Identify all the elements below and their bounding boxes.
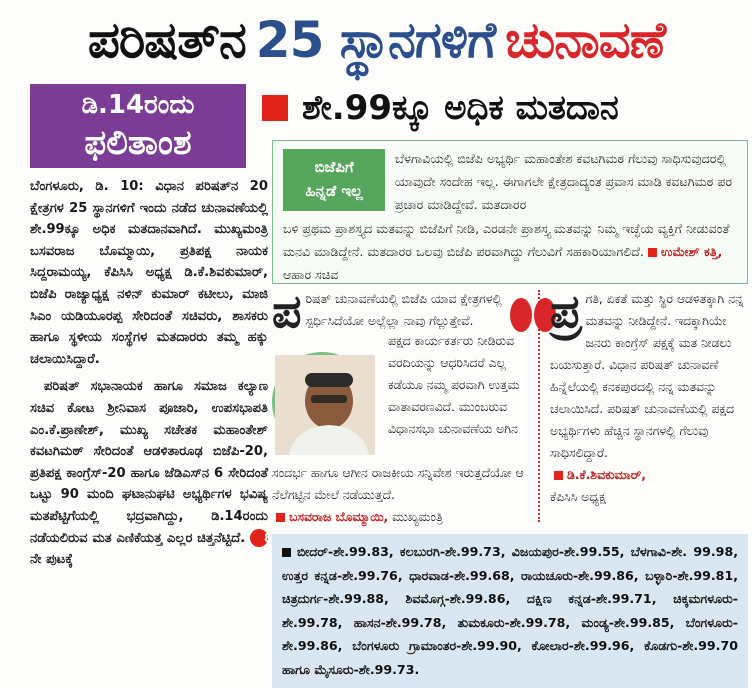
subheadline-text: ಶೇ.99ಕ್ಕೂ ಅಧಿಕ ಮತದಾನ [302,88,619,128]
bommai-quote-top [272,284,530,338]
subheadline [262,82,748,134]
black-square-bullet-icon [282,548,291,557]
signature-marker-icon [554,471,563,480]
main-headline [6,2,747,78]
quote-signature-name: ಉಮೇಶ್ ಕತ್ತಿ, [660,244,723,259]
article-paragraph-1: ಬೆಂಗಳೂರು, ಡಿ. 10: ವಿಧಾನ ಪರಿಷತ್‌ನ 20 ಕ್ಷೇತ್ರಗಳ 25 ಸ್ಥಾನಗಳಿಗೆ ಇಂದು ನಡೆದ ಚುನಾವಣೆಯಲ್ಲಿ ಶೇ.99ಕ್ಕೂ ಅಧಿಕ ಮತದಾನವಾಗಿದೆ. ಮುಖ್ಯಮಂತ್ರಿ ಬಸವರಾಜ ಬೊಮ್ಮಾಯಿ, ಪ್ರತಿಪಕ್ಷ ನಾಯಕ ಸಿದ್ದರಾಮಯ್ಯ, ಕೆಪಿಸಿಸಿ ಅಧ್ಯಕ್ಷ ಡಿ.ಕೆ.ಶಿವಕುಮಾರ್, ಬಿಜೆಪಿ ರಾಜ್ಯಾಧ್ಯಕ್ಷ ನಳಿನ್ ಕುಮಾರ್ ಕಟೀಲು, ಮಾಜಿ ಸಿಎಂ ಯಡಿಯೂರಪ್ಪ ಸೇರಿದಂತೆ ಸಚಿವರು, ಶಾಸಕರು ಹಾಗೂ ಸ್ಥಳೀಯ ಸಂಸ್ಥೆಗಳ ಮತದಾರರು ತಮ್ಮ ಹಕ್ಕು ಚಲಾಯಿಸಿದ್ದಾರೆ. [30,179,268,367]
quote-text-top: ಬೆಳಗಾವಿಯಲ್ಲಿ ಬಿಜೆಪಿ ಅಭ್ಯರ್ಥಿ ಮಹಾಂತೇಶ ಕವಟಗಿಮಠ ಗೆಲುವು ಸಾಧಿಸುವುದರಲ್ಲಿ ಯಾವುದೇ ಸಂದೇಹ ಇಲ್ಲ. ಈಗಾಗಲೇ ಕ್ಷೇತ್ರದಾದ್ಯಂತ ಪ್ರವಾಸ ಮಾಡಿ ಕವಟಗಿಮಠ ಪರ ಪ್ರಚಾರ ಮಾಡಿದ್ದೇವೆ. ಮತದಾರರ [395,151,732,212]
quote-box-umesh-katti [272,140,748,284]
dropcap-letter: ಪ [272,284,302,338]
district-turnout-list [282,540,738,682]
signature-marker-icon [648,248,657,257]
portrait-silhouette-icon [275,355,375,455]
shivakumar-quote [550,284,748,508]
shivakumar-signature-title: ಕೆಪಿಸಿಸಿ ಅಧ್ಯಕ್ಷ [550,489,606,504]
article-paragraph-2-text: ಪರಿಷತ್ ಸಭಾನಾಯಕ ಹಾಗೂ ಸಮಾಜ ಕಲ್ಯಾಣ ಸಚಿವ ಕೋಟ ಶ್ರೀನಿವಾಸ ಪೂಜಾರಿ, ಉಪಸಭಾಪತಿ ಎಂ.ಕೆ.ಪ್ರಾಣೇಶ್, ಮುಖ್ಯ ಸಚೇತಕ ಮಹಾಂತೇಶ್ ಕವಟಗಿಮಠ್ ಸೇರಿದಂತೆ ಆಡಳಿತಾರೂಢ ಬಿಜೆಪಿ-20, ಪ್ರತಿಪಕ್ಷ ಕಾಂಗ್ರೆಸ್-20 ಹಾಗೂ ಜೆಡಿಎಸ್‌ನ 6 ಸೇರಿದಂತೆ ಒಟ್ಟು 90 ಮಂದಿ ಘಟಾನುಘಟಿ ಅಭ್ಯರ್ಥಿಗಳ ಭವಿಷ್ಯ ಮತಪೆಟ್ಟಿಗೆಯಲ್ಲಿ ಭದ್ರವಾಗಿದ್ದು, ಡಿ.14ರಂದು ನಡೆಯಲಿರುವ ಮತ ಎಣಿಕೆಯತ್ತ ಎಲ್ಲರ ಚಿತ್ತನೆಟ್ಟಿದೆ. [30,379,268,546]
bommai-quote-tail-wrap [272,462,530,528]
portrait-image [272,352,372,452]
result-date: ಡಿ.14ರಂದು [81,90,195,120]
red-dot-ornament-icon [510,298,532,332]
shivakumar-quote-text: ಗತಿ, ಏಕತೆ ಮತ್ತು ಸ್ಥಿರ ಆಡಳಿತಕ್ಕಾಗಿ ನನ್ನ ಮತವನ್ನು ನೀಡಿದ್ದೇನೆ. ಇದಕ್ಕಾಗಿಯೇ ಜನರು ಕಾಂಗ್ರೆಸ್ ಪಕ್ಷಕ್ಕೆ ಮತ ನೀಡಲು ಬಯಸುತ್ತಾರೆ. ವಿಧಾನ ಪರಿಷತ್ ಚುನಾವಣೆ ಹಿನ್ನೆಲೆಯಲ್ಲಿ ಕನಕಪುರದಲ್ಲಿ ನನ್ನ ಮತವನ್ನು ಚಲಾಯಿಸಿದೆ. ಪರಿಷತ್ ಚುನಾವಣೆಯಲ್ಲಿ ಪಕ್ಷದ ಅಭ್ಯರ್ಥಿಗಳು ಹೆಚ್ಚಿನ ಸ್ಥಾನಗಳಲ್ಲಿ ಗೆಲುವು ಸಾಧಿಸಲಿದ್ದಾರೆ. [550,291,744,460]
quote-block-bommai [272,284,530,528]
quote-text-bottom: ಬಳಿ ಪ್ರಥಮ ಪ್ರಾಶಸ್ತ್ಯದ ಮತವನ್ನು ಬಿಜೆಪಿಗೆ ನೀಡಿ, ಎರಡನೇ ಪ್ರಾಶಸ್ತ್ಯ ಮತವನ್ನು ನಿಮ್ಮ ಇಚ್ಛೆಯ ವ್ಯಕ್ತಿಗೆ ನೀಡುವಂತೆ ಮನವಿ ಮಾಡಿದ್ದೇನೆ. ಮತದಾರರ ಒಲವು ಬಿಜೆಪಿ ಪರವಾಗಿದ್ದು ಗೆಲುವಿಗೆ ಸಹಕಾರಿಯಾಗಲಿದೆ. [283,221,730,259]
quote-label-line1: ಬಿಜೆಪಿಗೆ [314,158,354,176]
quote-signature-title: ಆಹಾರ ಸಚಿವ [283,267,339,282]
result-date-box [30,84,246,168]
bommai-quote-top-text: ರಿಷತ್ ಚುನಾವಣೆಯಲ್ಲಿ ಬಿಜೆಪಿ ಯಾವ ಕ್ಷೇತ್ರಗಳಲ್ಲಿ ಸ್ಪರ್ಧಿಸಿದೆಯೋ ಅಲ್ಲೆಲ್ಲಾ ನಾವು ಗೆಲ್ಲುತ್ತೇವೆ. [305,291,502,328]
article-paragraph-2 [30,376,273,570]
headline-part-council: ಪರಿಷತ್‌ನ [87,11,246,69]
continued-on-page-text: ನೇ ಪುಟಕ್ಕೆ [30,552,74,568]
quote-label [283,149,385,211]
quote-block-shivakumar [550,284,748,528]
bommai-signature-title: ಮುಖ್ಯಮಂತ್ರಿ [392,509,443,524]
headline-part-election: ಚುನಾವಣೆ [505,11,666,69]
bommai-quote-side: ಪಕ್ಷದ ಕಾರ್ಯಕರ್ತರು ನೀಡಿರುವ ವರದಿಯನ್ನು ಆಧರಿಸಿದರೆ ಎಲ್ಲ ಕಡೆಯೂ ನಮ್ಮ ಪರವಾಗಿ ಉತ್ತಮ ವಾತಾವರಣವಿದೆ. ಮುಂಬರುವ ವಿಧಾನಸಭಾ ಚುನಾವಣೆಯ ಅಗಿನ [388,333,520,436]
main-article-column [30,176,273,688]
result-label: ಫಲಿತಾಂಶ [84,123,192,163]
bommai-signature-name: ಬಸವರಾಜ ಬೊಮ್ಮಾಯಿ, [289,509,389,524]
shivakumar-signature-name: ಡಿ.ಕೆ.ಶಿವಕುಮಾರ್, [567,467,646,482]
bommai-quote-tail: ಸಂದರ್ಭ ಹಾಗೂ ಆಗೀನ ರಾಜಕೀಯ ಸನ್ನಿವೇಶ ಇರುತ್ತದೆಯೋ ಆ ನೆಲೆಗಟ್ಟಿನ ಮೇಲೆ ನಡೆಯುತ್ತದೆ. [272,465,524,502]
dropcap-letter: ಪ್ರ [550,284,582,338]
page-number-badge: 8 [250,529,268,547]
red-square-bullet-icon [262,95,288,121]
quote-text-bottom-wrap [283,217,739,286]
district-turnout-text: ಬೀದರ್-ಶೇ.99.83, ಕಲಬುರಗಿ-ಶೇ.99.73, ವಿಜಯಪುರ-ಶೇ.99.55, ಬೆಳಗಾವಿ-ಶೇ. 99.98, ಉತ್ತರ ಕನ್ನಡ-ಶೇ.99.76, ಧಾರವಾಡ-ಶೇ.99.68, ರಾಯಚೂರು-ಶೇ.99.86, ಬಳ್ಳಾರಿ-ಶೇ.99.81, ಚಿತ್ರದುರ್ಗ-ಶೇ.99.88, ಶಿವಮೊಗ್ಗ-ಶೇ.99.86, ದಕ್ಷಿಣ ಕನ್ನಡ-ಶೇ.99.71, ಚಿಕ್ಕಮಗಳೂರು-ಶೇ.99.78, ಹಾಸನ-ಶೇ.99.78, ತುಮಕೂರು-ಶೇ.99.78, ಮಂಡ್ಯ-ಶೇ.99.85, ಬೆಂಗಳೂರು-ಶೇ.99.86, ಬೆಂಗಳೂರು ಗ್ರಾಮಾಂತರ-ಶೇ.99.90, ಕೋಲಾರ-ಶೇ.99.96, ಕೊಡಗು-ಶೇ.99.70 ಹಾಗೂ ಮೈಸೂರು-ಶೇ.99.73. [282,544,738,677]
signature-marker-icon [276,513,285,522]
district-turnout-box [272,534,748,688]
headline-part-seats: 25 ಸ್ಥಾನಗಳಿಗೆ [255,11,496,69]
quote-label-line2: ಹಿನ್ನಡೆ ಇಲ್ಲ [305,182,363,200]
